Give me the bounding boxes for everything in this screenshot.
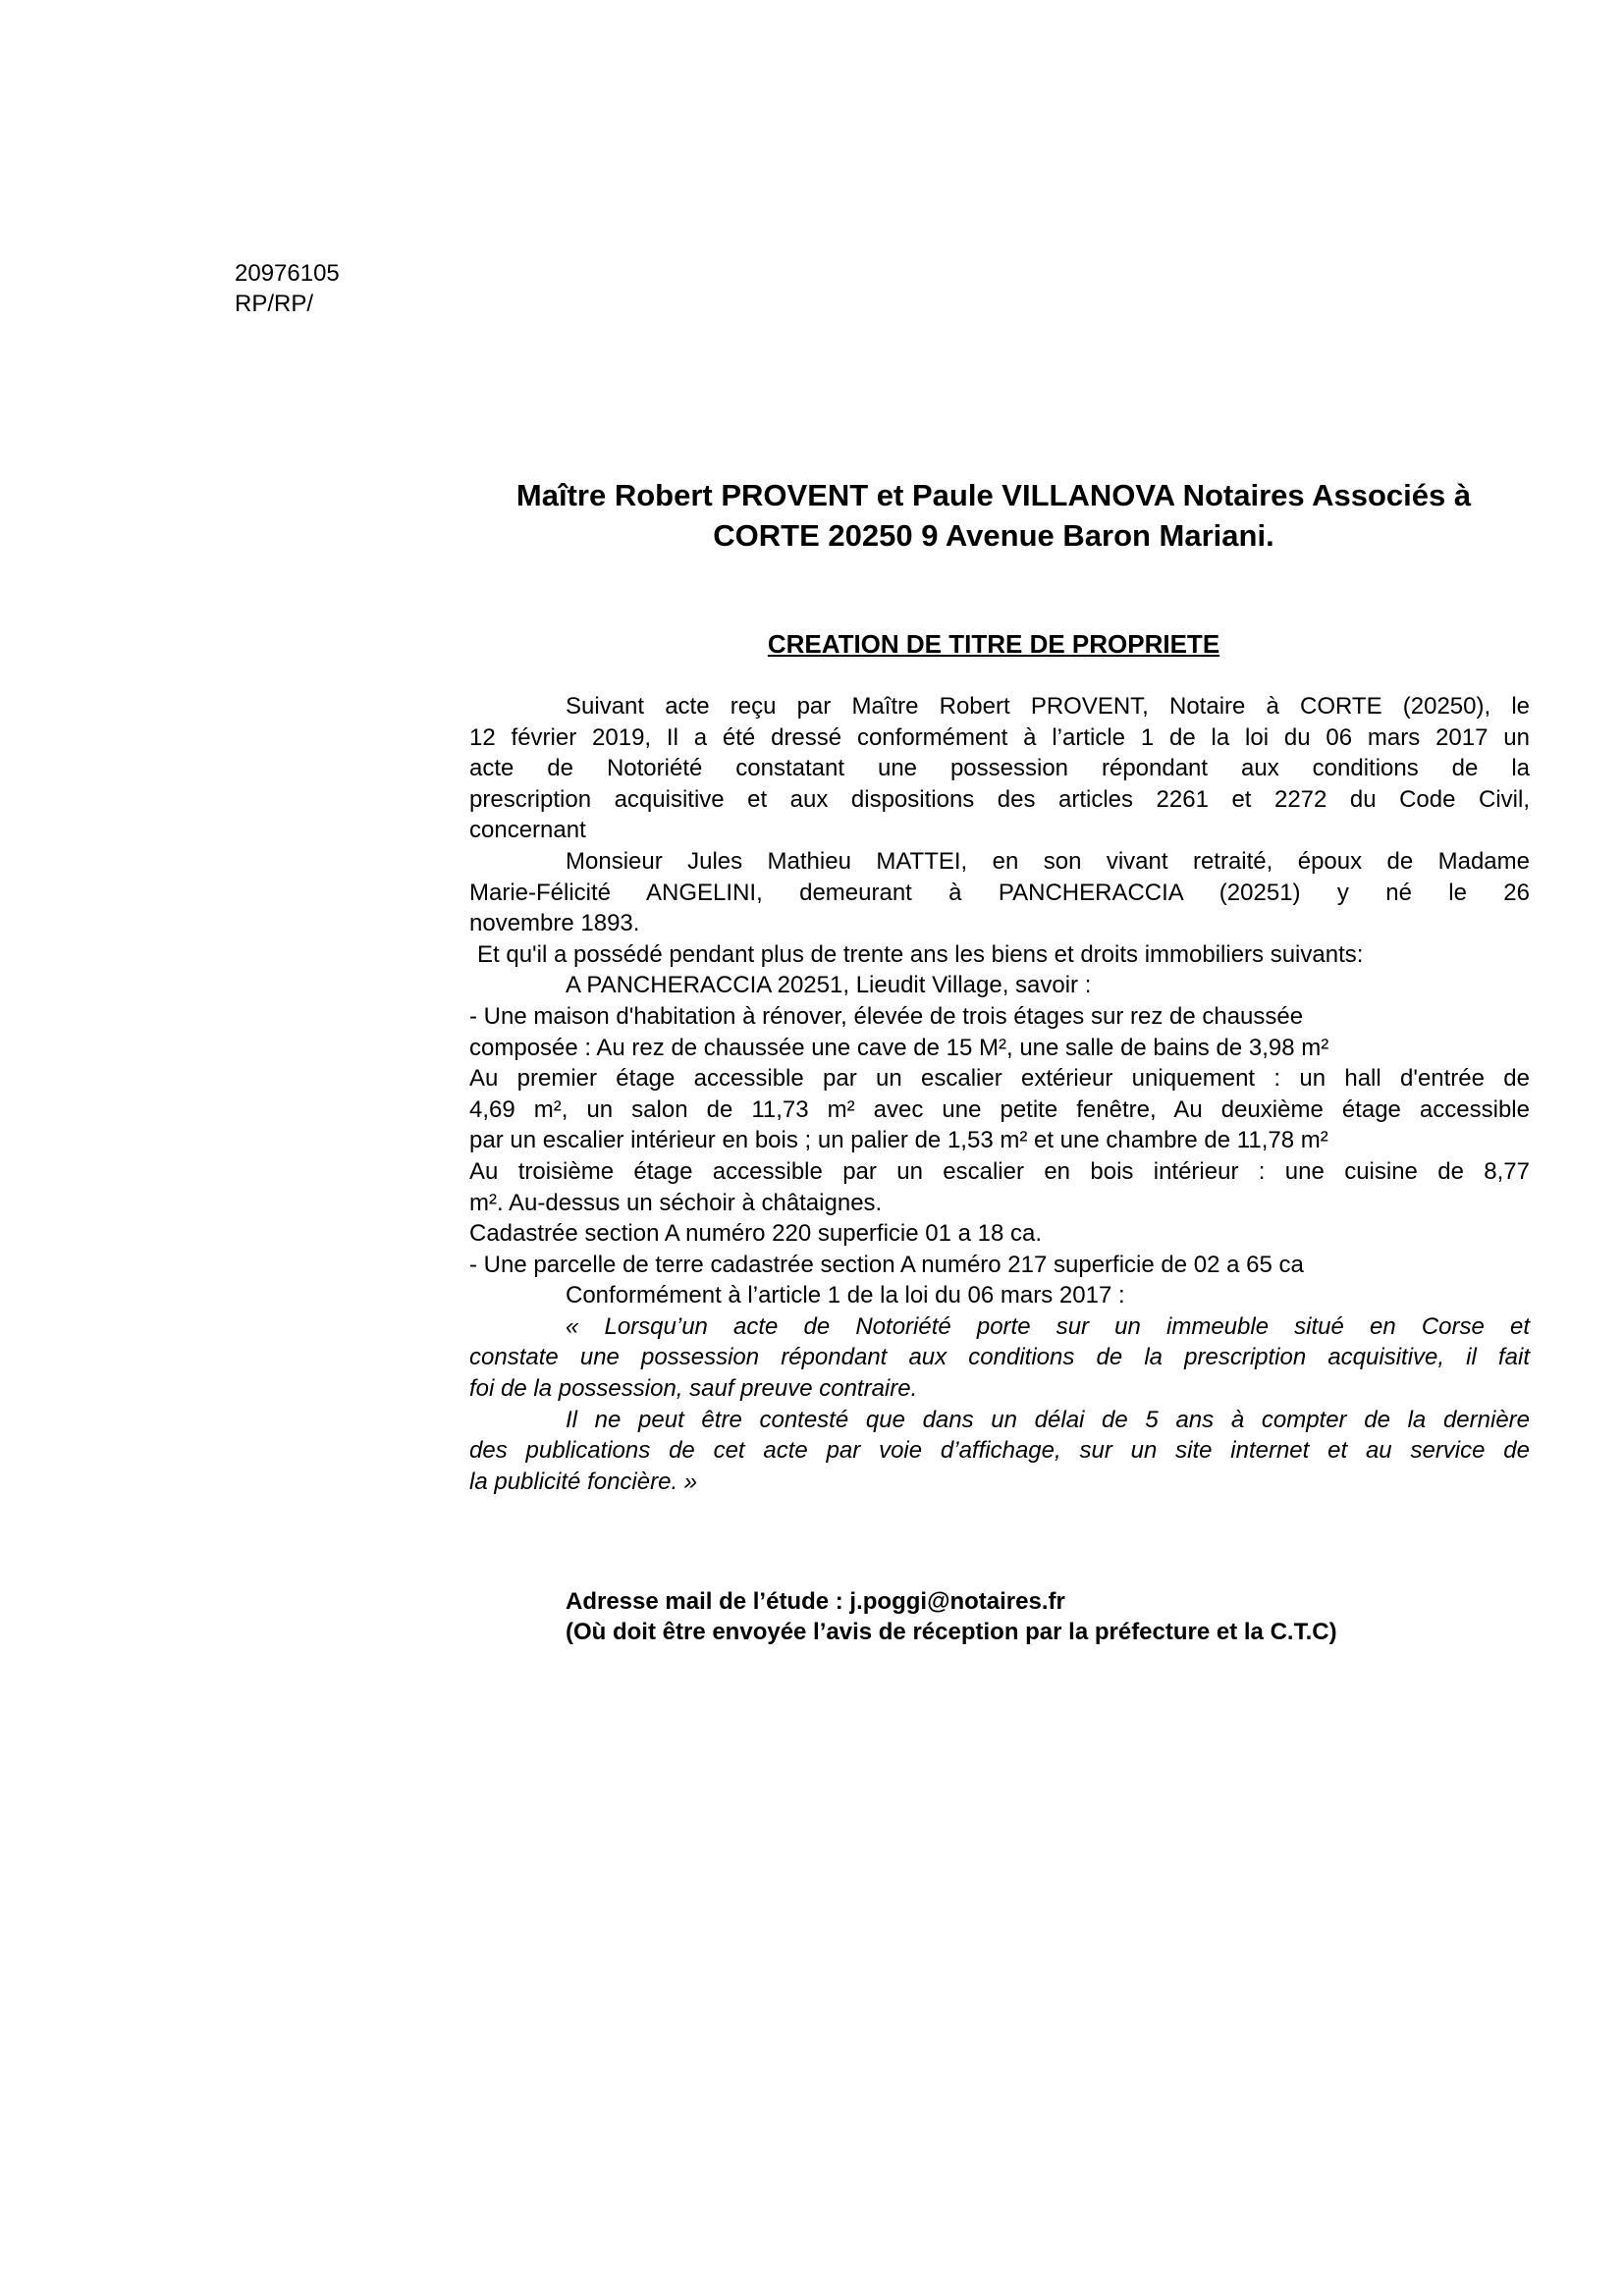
quote-line: des publications de cet acte par voie d’affichage, sur un site internet et au service de (469, 1437, 1530, 1465)
body-line: 4,69 m², un salon de 11,73 m² avec une petite fenêtre, Au deuxième étage accessible (469, 1095, 1530, 1123)
body-line: - Une maison d'habitation à rénover, élevée de trois étages sur rez de chaussée (469, 1002, 1304, 1030)
contact-email-line: Adresse mail de l’étude : j.poggi@notaires.fr (566, 1588, 1065, 1615)
body-line: Au premier étage accessible par un escalier extérieur uniquement : un hall d'entrée de (469, 1065, 1530, 1093)
body-line: - Une parcelle de terre cadastrée section A numéro 217 superficie de 02 a 65 ca (469, 1251, 1304, 1278)
body-line: Marie-Félicité ANGELINI, demeurant à PANCHERACCIA (20251) y né le 26 (469, 879, 1530, 906)
body-line: concernant (469, 817, 586, 844)
document-body (469, 691, 1530, 1497)
body-line: par un escalier intérieur en bois ; un palier de 1,53 m² et une chambre de 11,78 m² (469, 1127, 1328, 1154)
reference-number: 20976105 (235, 260, 340, 287)
body-line: Monsieur Jules Mathieu MATTEI, en son vivant retraité, époux de Madame (566, 847, 1530, 875)
body-line: Au troisième étage accessible par un escalier en bois intérieur : une cuisine de 8,77 (469, 1157, 1530, 1185)
body-line: prescription acquisitive et aux dispositions des articles 2261 et 2272 du Code Civil, (469, 785, 1530, 813)
reference-block (235, 258, 340, 319)
reference-initials: RP/RP/ (235, 291, 314, 317)
body-line: Conformément à l’article 1 de la loi du 06 mars 2017 : (566, 1282, 1125, 1309)
quote-line: la publicité foncière. » (469, 1468, 698, 1495)
body-line: 12 février 2019, Il a été dressé conformément à l’article 1 de la loi du 06 mars 2017 un (469, 723, 1530, 751)
document-title: CREATION DE TITRE DE PROPRIETE (767, 629, 1220, 659)
body-line: acte de Notoriété constatant une possession répondant aux conditions de la (469, 755, 1530, 782)
contact-note-line: (Où doit être envoyée l’avis de réception par la préfecture et la C.T.C) (566, 1619, 1337, 1645)
notary-heading-line-2: CORTE 20250 9 Avenue Baron Mariani. (713, 518, 1274, 553)
notary-heading-line-1: Maître Robert PROVENT et Paule VILLANOVA Notaires Associés à (515, 478, 1472, 512)
body-line: Suivant acte reçu par Maître Robert PROVENT, Notaire à CORTE (20250), le (566, 693, 1530, 720)
quote-line: Il ne peut être contesté que dans un délai de 5 ans à compter de la dernière (566, 1406, 1530, 1433)
body-line: A PANCHERACCIA 20251, Lieudit Village, savoir : (566, 972, 1092, 999)
body-line: Et qu'il a possédé pendant plus de trente ans les biens et droits immobiliers suivants: (477, 940, 1364, 968)
quote-line: « Lorsqu’un acte de Notoriété porte sur un immeuble situé en Corse et (566, 1312, 1530, 1340)
contact-block (566, 1586, 1337, 1647)
body-line: composée : Au rez de chaussée une cave de 15 M², une salle de bains de 3,98 m² (469, 1034, 1329, 1061)
body-line: novembre 1893. (469, 910, 640, 937)
quote-line: foi de la possession, sauf preuve contraire. (469, 1375, 918, 1403)
body-line: m². Au-dessus un séchoir à châtaignes. (469, 1189, 883, 1216)
quote-line: constate une possession répondant aux conditions de la prescription acquisitive, il fait (469, 1344, 1530, 1371)
body-line: Cadastrée section A numéro 220 superficie 01 a 18 ca. (469, 1220, 1043, 1248)
notary-heading (452, 475, 1536, 556)
